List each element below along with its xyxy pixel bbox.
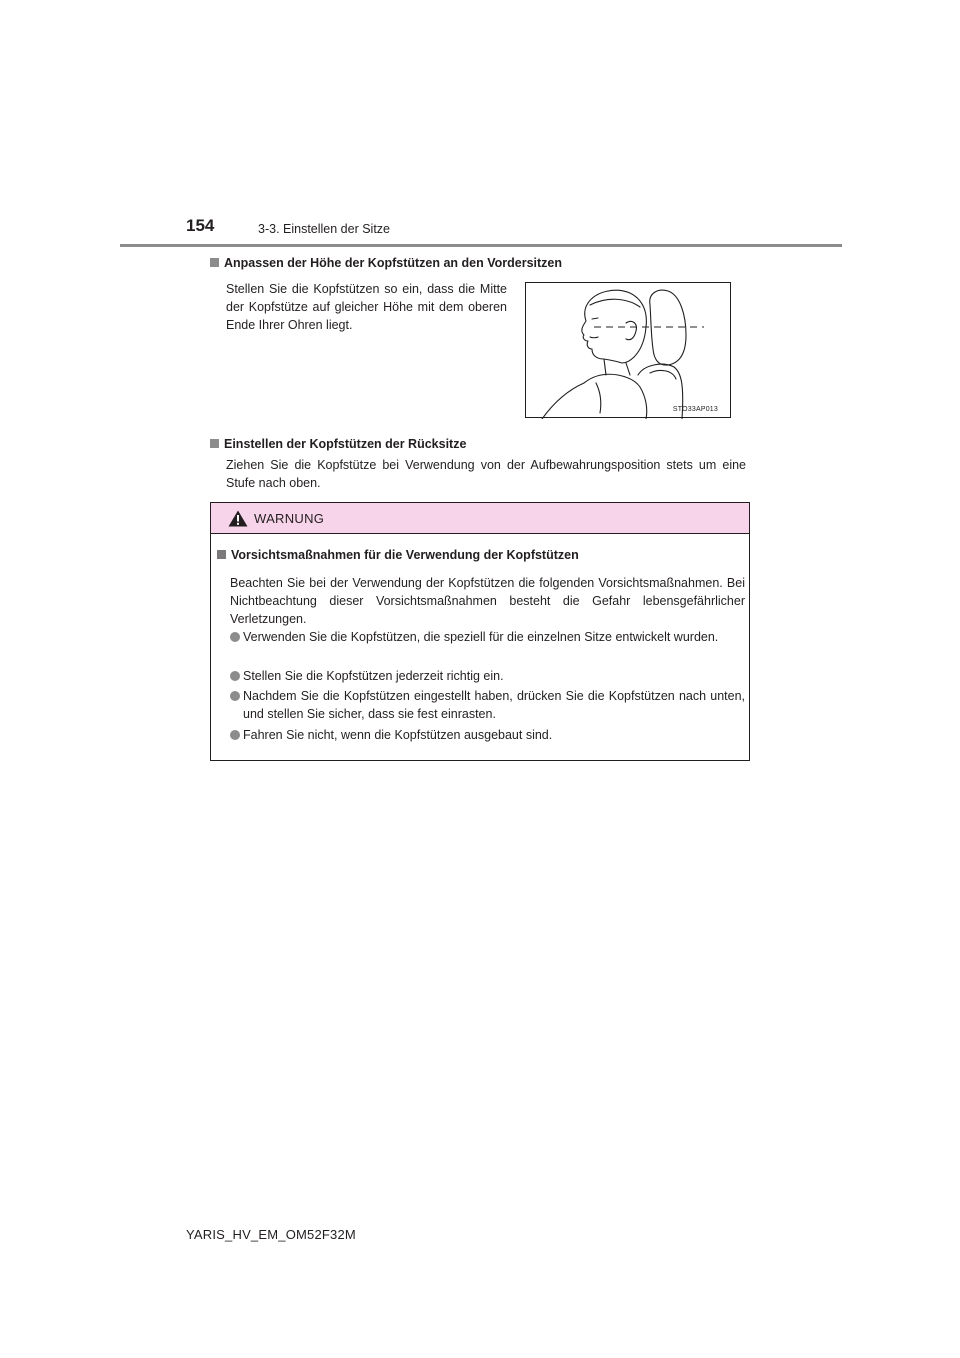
warning-label: WARNUNG: [254, 511, 325, 526]
section-title: 3-3. Einstellen der Sitze: [258, 222, 391, 236]
bullet-dot-icon: [230, 671, 240, 681]
rear-seats-text: Ziehen Sie die Kopfstütze bei Verwendung von der Aufbewahrungsposition stets um eine Stufe nach oben.: [226, 458, 746, 490]
person-headrest-drawing: [526, 283, 732, 419]
warning-bullet-text: Verwenden Sie die Kopfstützen, die speziell für die einzelnen Sitze entwickelt wurden.: [243, 630, 719, 644]
front-seats-text: Stellen Sie die Kopfstützen so ein, dass die Mitte der Kopfstütze auf gleicher Höhe mit dem oberen Ende Ihrer Ohren liegt.: [226, 282, 507, 332]
warning-bullet-text: Stellen Sie die Kopfstützen jederzeit richtig ein.: [243, 669, 504, 683]
warning-triangle-icon: [228, 510, 248, 527]
front-seats-heading: [210, 256, 562, 270]
warning-bullet-text: Nachdem Sie die Kopfstützen eingestellt haben, drücken Sie die Kopfstützen nach unten, und stellen Sie sicher, dass sie fest einrasten.: [243, 689, 745, 721]
warning-intro: Beachten Sie bei der Verwendung der Kopfstützen die folgenden Vorsichtsmaßnahmen. Bei Nichtbeachtung dieser Vorsichtsmaßnahmen besteht die Gefahr lebensgefährlicher Verletzungen.: [230, 576, 745, 626]
square-bullet-icon: [217, 550, 226, 559]
bullet-dot-icon: [230, 691, 240, 701]
front-seats-heading-text: Anpassen der Höhe der Kopfstützen an den Vordersitzen: [224, 256, 563, 270]
document-code: YARIS_HV_EM_OM52F32M: [186, 1227, 356, 1242]
warning-bullet-text: Fahren Sie nicht, wenn die Kopfstützen ausgebaut sind.: [243, 728, 553, 742]
square-bullet-icon: [210, 258, 219, 267]
warning-heading-text: Vorsichtsmaßnahmen für die Verwendung der Kopfstützen: [231, 548, 579, 562]
square-bullet-icon: [210, 439, 219, 448]
warning-header: [211, 503, 749, 534]
bullet-dot-icon: [230, 632, 240, 642]
warning-box: [210, 502, 750, 761]
rear-seats-heading-text: Einstellen der Kopfstützen der Rücksitze: [224, 437, 467, 451]
headrest-illustration: [525, 282, 731, 418]
page-number: 154: [186, 216, 215, 235]
warning-heading: [217, 548, 579, 562]
bullet-dot-icon: [230, 730, 240, 740]
figure-code: STO33AP013: [672, 406, 718, 413]
header-rule: [120, 244, 842, 247]
rear-seats-heading: [210, 437, 466, 451]
